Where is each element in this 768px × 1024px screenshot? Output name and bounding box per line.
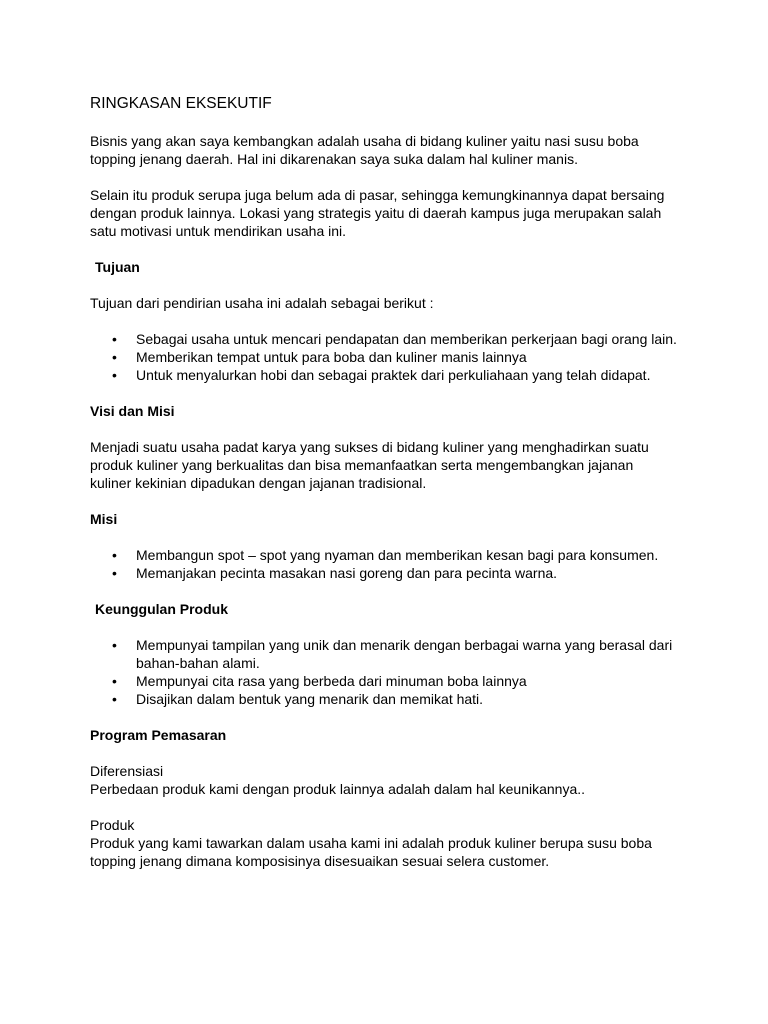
visi-misi-heading: Visi dan Misi xyxy=(90,403,175,419)
misi-list xyxy=(90,546,678,582)
list-item-text: Mempunyai tampilan yang unik dan menarik dengan berbagai warna yang berasal dari bahan-bahan alami. xyxy=(136,637,673,671)
bullet-icon: • xyxy=(112,547,117,563)
bullet-icon: • xyxy=(112,367,117,383)
intro-paragraph-1: Bisnis yang akan saya kembangkan adalah usaha di bidang kuliner yaitu nasi susu boba topping jenang daerah. Hal ini dikarenakan saya suka dalam hal kuliner manis. xyxy=(90,133,639,167)
list-item xyxy=(90,330,678,348)
tujuan-lead: Tujuan dari pendirian usaha ini adalah sebagai berikut : xyxy=(90,295,434,311)
tujuan-heading: Tujuan xyxy=(95,259,140,275)
bullet-icon: • xyxy=(112,349,117,365)
program-pemasaran-heading: Program Pemasaran xyxy=(90,727,227,743)
intro-paragraph-2: Selain itu produk serupa juga belum ada di pasar, sehingga kemungkinannya dapat bersaing dengan produk lainnya. Lokasi yang strategis yaitu di daerah kampus juga merupakan salah satu motivasi untuk mendirikan usaha ini. xyxy=(90,187,665,239)
produk-section xyxy=(90,816,678,870)
bullet-icon: • xyxy=(112,331,117,347)
produk-text: Produk yang kami tawarkan dalam usaha kami ini adalah produk kuliner berupa susu boba topping jenang dimana komposisinya disesuaikan sesuai selera customer. xyxy=(90,835,652,869)
list-item-text: Membangun spot – spot yang nyaman dan memberikan kesan bagi para konsumen. xyxy=(136,547,659,563)
keunggulan-heading: Keunggulan Produk xyxy=(95,601,228,617)
diferensiasi-section xyxy=(90,762,678,798)
list-item xyxy=(90,348,678,366)
tujuan-list xyxy=(90,330,678,384)
list-item-text: Mempunyai cita rasa yang berbeda dari minuman boba lainnya xyxy=(136,673,527,689)
diferensiasi-label: Diferensiasi xyxy=(90,763,164,779)
bullet-icon: • xyxy=(112,691,117,707)
list-item-text: Memberikan tempat untuk para boba dan kuliner manis lainnya xyxy=(136,349,527,365)
document-title: RINGKASAN EKSEKUTIF xyxy=(90,95,272,112)
visi-paragraph: Menjadi suatu usaha padat karya yang sukses di bidang kuliner yang menghadirkan suatu produk kuliner yang berkualitas dan bisa memanfaatkan serta mengembangkan jajanan kuliner kekinian dipadukan dengan jajanan tradisional. xyxy=(90,439,649,491)
list-item xyxy=(90,366,678,384)
list-item-text: Sebagai usaha untuk mencari pendapatan dan memberikan perkerjaan bagi orang lain. xyxy=(136,331,677,347)
list-item-text: Memanjakan pecinta masakan nasi goreng dan para pecinta warna. xyxy=(136,565,558,581)
list-item xyxy=(90,636,678,672)
bullet-icon: • xyxy=(112,565,117,581)
bullet-icon: • xyxy=(112,637,117,653)
bullet-icon: • xyxy=(112,673,117,689)
list-item xyxy=(90,564,678,582)
diferensiasi-text: Perbedaan produk kami dengan produk lainnya adalah dalam hal keunikannya.. xyxy=(90,781,586,797)
list-item-text: Disajikan dalam bentuk yang menarik dan memikat hati. xyxy=(136,691,484,707)
list-item xyxy=(90,546,678,564)
list-item xyxy=(90,690,678,708)
list-item xyxy=(90,672,678,690)
misi-heading: Misi xyxy=(90,511,118,527)
produk-label: Produk xyxy=(90,817,135,833)
keunggulan-list xyxy=(90,636,678,708)
list-item-text: Untuk menyalurkan hobi dan sebagai praktek dari perkuliahaan yang telah didapat. xyxy=(136,367,651,383)
